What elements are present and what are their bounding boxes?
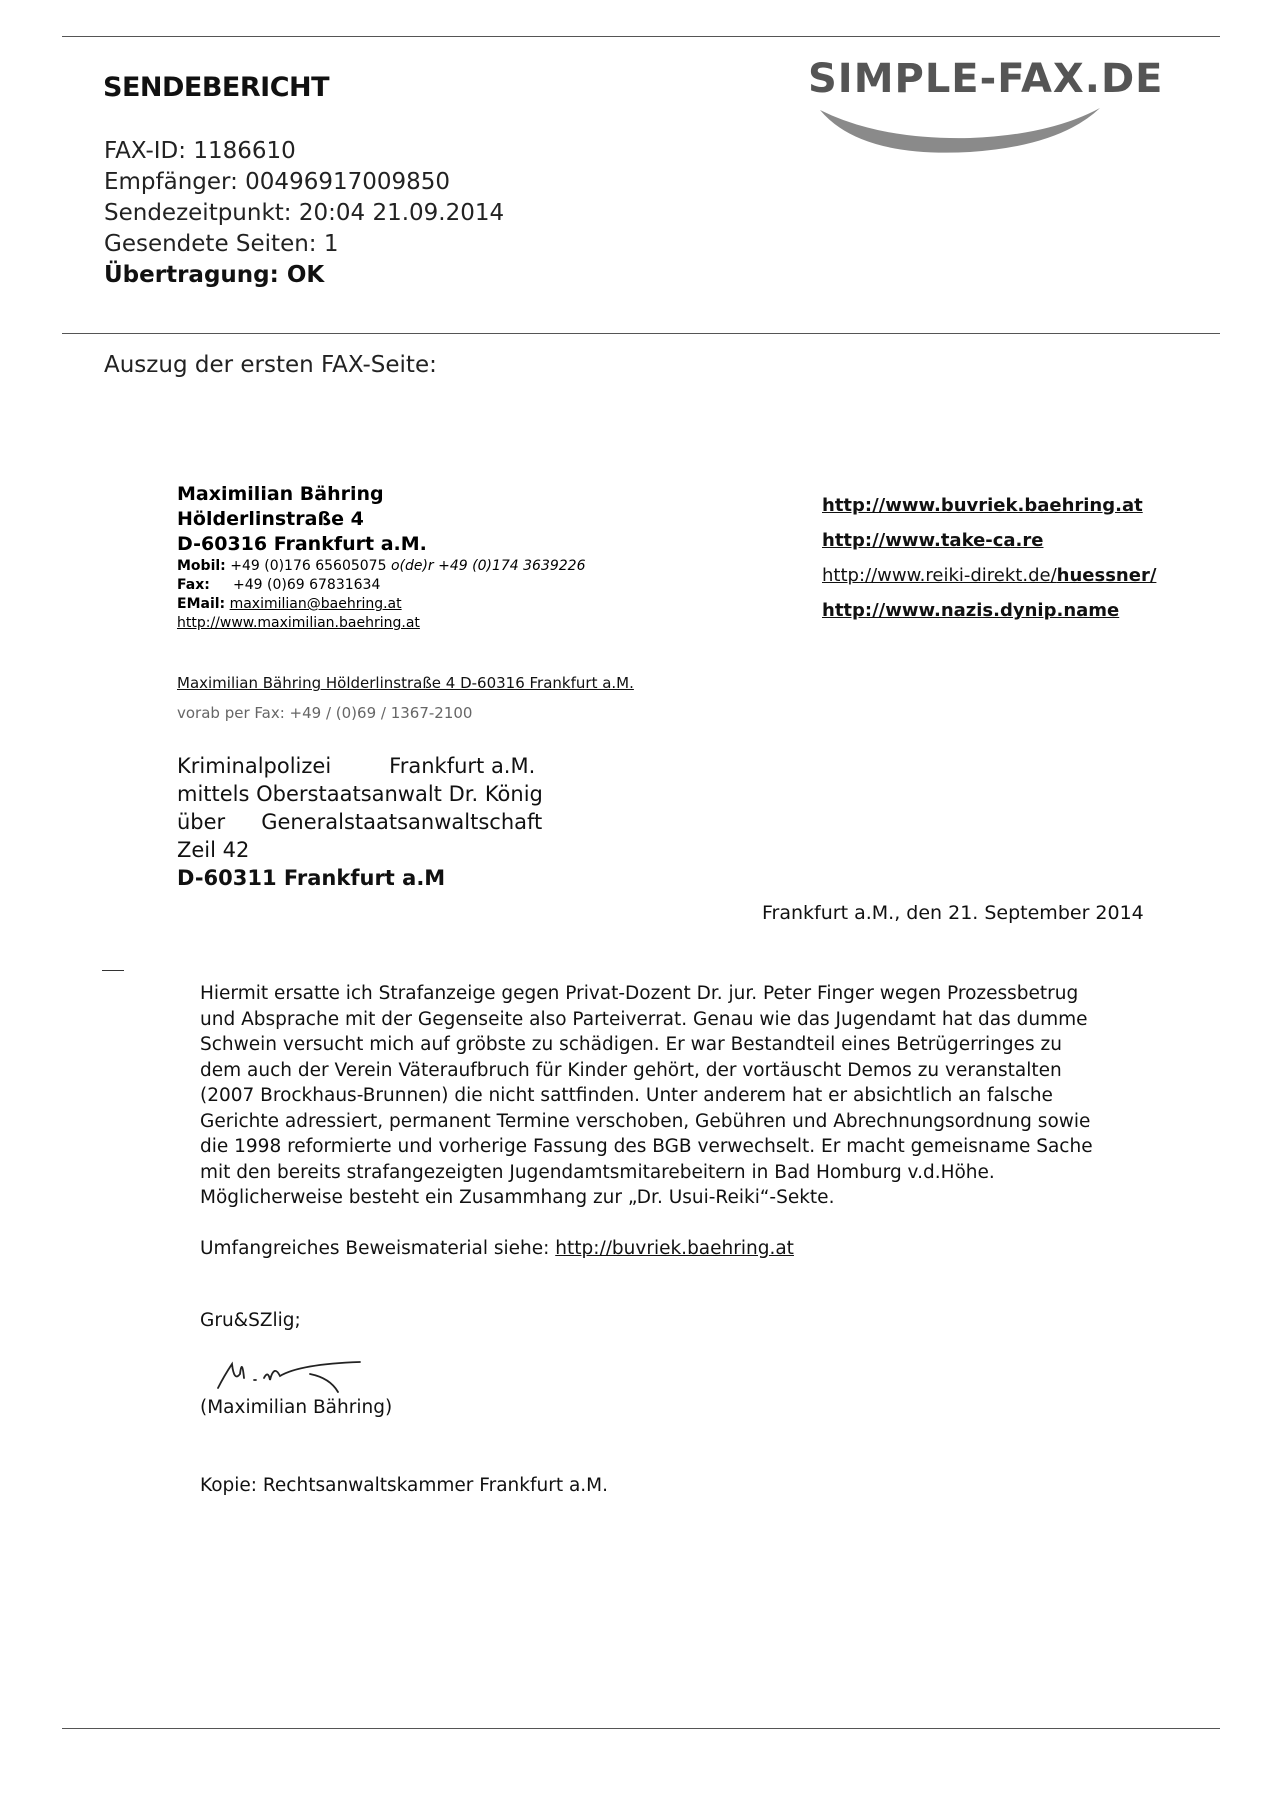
mobile-number: +49 (0)176 65605075: [225, 558, 391, 574]
sender-name: Maximilian Bähring: [177, 483, 384, 505]
evidence-line: [200, 1238, 794, 1259]
link-take-care[interactable]: http://www.take-ca.re: [822, 530, 1044, 551]
return-address: Maximilian Bähring Hölderlinstraße 4 D-60316 Frankfurt a.M.: [177, 674, 634, 692]
email-label: EMail:: [177, 596, 226, 612]
evidence-link[interactable]: http://buvriek.baehring.at: [555, 1238, 794, 1259]
link-list: [822, 488, 1156, 628]
link-reiki-direkt[interactable]: [822, 558, 1156, 593]
fax-label: Fax:: [177, 577, 210, 593]
link-nazis-dynip[interactable]: http://www.nazis.dynip.name: [822, 600, 1120, 621]
recipient-number: Empfänger: 00496917009850: [104, 169, 451, 195]
sender-mobile-line: [177, 557, 585, 576]
mobile-alt-number: o(de)r +49 (0)174 3639226: [390, 558, 586, 574]
link-buvriek[interactable]: http://www.buvriek.baehring.at: [822, 495, 1143, 516]
sender-fax-line: [177, 576, 585, 595]
recipient-line-5: D-60311 Frankfurt a.M: [177, 866, 446, 890]
sender-street: Hölderlinstraße 4: [177, 508, 364, 530]
link-reiki-direkt-base: http://www.reiki-direkt.de/: [822, 565, 1057, 586]
header-divider: [62, 333, 1220, 334]
recipient-agency: Kriminalpolizei: [177, 754, 332, 778]
fax-id: FAX-ID: 1186610: [104, 138, 296, 164]
report-title: SENDEBERICHT: [103, 72, 330, 103]
sender-block: [177, 482, 585, 633]
fax-metadata: [104, 136, 504, 291]
fax-number: +49 (0)69 67831634: [233, 577, 381, 593]
bottom-rule: [62, 1728, 1220, 1729]
letter-date: Frankfurt a.M., den 21. September 2014: [762, 902, 1144, 924]
sender-city: D-60316 Frankfurt a.M.: [177, 533, 427, 555]
recipient-office: Generalstaatsanwaltschaft: [261, 810, 543, 834]
fold-mark: [102, 970, 124, 971]
pages-sent: Gesendete Seiten: 1: [104, 231, 339, 257]
letter-body: Hiermit ersatte ich Strafanzeige gegen Privat-Dozent Dr. jur. Peter Finger wegen Prozessbetrug und Absprache mit der Gegenseite also Parteiverrat. Genau wie das Jugendamt hat das dumme Schwein versucht mich auf gröbste zu schädigen. Er war Bestandteil eines Betrügerringes zu dem auch der Verein Väteraufbruch für Kinder gehört, der vortäuscht Demos zu veranstalten (2007 Brockhaus-Brunnen) die nicht sattfinden. Unter anderem hat er absichtlich an falsche Gerichte adressiert, permanent Termine verschoben, Gebühren und Abrechnungsordnung sowie die 1998 reformierte und vorherige Fassung des BGB verwechselt. Er macht gemeisname Sache mit den bereits strafangezeigten Jugendamtsmitarebeitern in Bad Homburg v.d.Höhe. Möglicherweise besteht ein Zusammhang zur „Dr. Usui-Reiki“-Sekte.: [200, 983, 1093, 1208]
recipient-line-1: [177, 752, 543, 780]
excerpt-label: Auszug der ersten FAX-Seite:: [104, 352, 437, 378]
logo-swoosh-icon: [820, 108, 1100, 153]
recipient-block: [177, 752, 543, 892]
email-link[interactable]: maximilian@baehring.at: [229, 596, 402, 612]
recipient-line-4: Zeil 42: [177, 838, 250, 862]
copy-recipient: Kopie: Rechtsanwaltskammer Frankfurt a.M.: [200, 1475, 609, 1496]
recipient-via: über: [177, 810, 226, 834]
top-rule: [62, 36, 1220, 37]
send-time: Sendezeitpunkt: 20:04 21.09.2014: [104, 200, 505, 226]
mobile-label: Mobil:: [177, 558, 226, 574]
greeting: Gru&SZlig;: [200, 1310, 301, 1331]
evidence-label: Umfangreiches Beweismaterial siehe:: [200, 1238, 556, 1259]
sender-website-link[interactable]: http://www.maximilian.baehring.at: [177, 615, 420, 631]
vorab-fax-note: vorab per Fax: +49 / (0)69 / 1367-2100: [177, 704, 473, 722]
recipient-line-2: mittels Oberstaatsanwalt Dr. König: [177, 782, 543, 806]
sender-email-line: [177, 595, 585, 614]
link-reiki-direkt-path: huessner/: [1056, 565, 1157, 586]
recipient-line-3: [177, 808, 543, 836]
logo-text: SIMPLE-FAX.DE: [808, 56, 1164, 102]
recipient-agency-city: Frankfurt a.M.: [389, 754, 536, 778]
transmission-status: Übertragung: OK: [104, 262, 325, 288]
signature-icon: [210, 1352, 410, 1398]
simple-fax-logo: [800, 50, 1220, 160]
signature-name: (Maximilian Bähring): [200, 1397, 393, 1418]
